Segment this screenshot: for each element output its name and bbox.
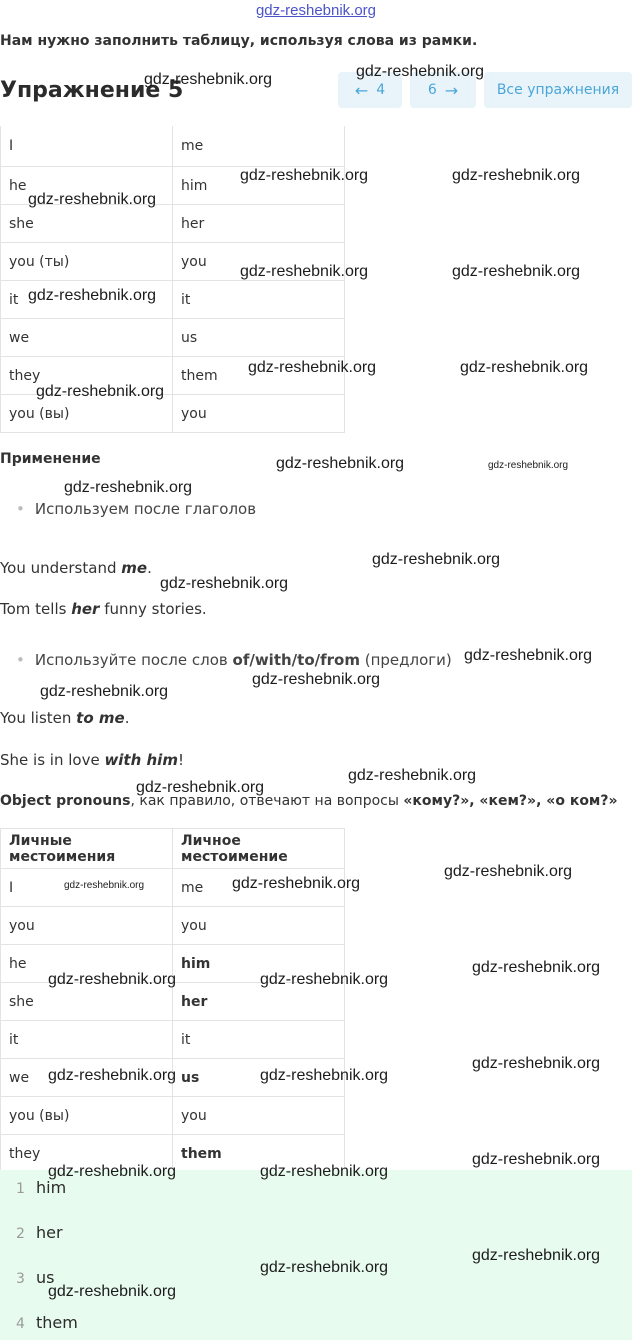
answer-text: her — [36, 1223, 63, 1242]
watermark-text: gdz-reshebnik.org — [252, 671, 381, 688]
table-cell: you — [173, 395, 345, 433]
table-header-row — [1, 829, 345, 869]
watermark-text: gdz-reshebnik.org — [460, 359, 589, 376]
table-cell: I — [1, 126, 173, 167]
table-cell: they — [1, 357, 173, 395]
watermark-text: gdz-reshebnik.org — [64, 880, 145, 891]
watermark-text: gdz-reshebnik.org — [472, 959, 601, 976]
object-pronouns-note — [0, 793, 618, 809]
watermark-text: gdz-reshebnik.org — [160, 575, 289, 592]
table-cell: you — [1, 907, 173, 945]
table-cell: we — [1, 1059, 173, 1097]
table-cell: you (ты) — [1, 243, 173, 281]
example-text: ! — [177, 751, 184, 769]
example-text: She is in love — [0, 751, 105, 769]
example-sentence — [0, 751, 184, 769]
note-text: , как правило, отвечают на вопросы — [130, 793, 404, 809]
watermark-text: gdz-reshebnik.org — [372, 551, 501, 568]
table-cell: you (вы) — [1, 1097, 173, 1135]
watermark-text: gdz-reshebnik.org — [144, 71, 273, 88]
table-header-cell: Личные местоимения — [1, 829, 173, 869]
watermark-text: gdz-reshebnik.org — [260, 1067, 389, 1084]
example-text: You listen — [0, 709, 77, 727]
arrow-right-icon: → — [444, 80, 459, 100]
answer-text: them — [36, 1313, 78, 1332]
answer-text: us — [36, 1268, 55, 1287]
table-cell: me — [173, 126, 345, 167]
bullet-text: Используйте после слов — [34, 651, 233, 669]
table-cell: it — [173, 1021, 345, 1059]
answer-number: 1 — [16, 1181, 25, 1197]
watermark-text: gdz-reshebnik.org — [452, 167, 581, 184]
table-row — [1, 1021, 345, 1059]
table-cell: us — [173, 319, 345, 357]
watermark-text: gdz-reshebnik.org — [240, 167, 369, 184]
watermark-text: gdz-reshebnik.org — [444, 863, 573, 880]
answer-item — [16, 1313, 78, 1332]
table-cell: I — [1, 869, 173, 907]
watermark-text: gdz-reshebnik.org — [356, 63, 485, 80]
table-cell: them — [173, 357, 345, 395]
watermark-text: gdz-reshebnik.org — [472, 1247, 601, 1264]
table-cell: she — [1, 205, 173, 243]
table-cell: they — [1, 1135, 173, 1173]
watermark-text: gdz-reshebnik.org — [240, 263, 369, 280]
watermark-text: gdz-reshebnik.org — [64, 479, 193, 496]
watermark-text: gdz-reshebnik.org — [464, 647, 593, 664]
site-url-link[interactable]: gdz-reshebnik.org — [255, 2, 377, 19]
answer-item — [16, 1223, 63, 1242]
watermark-text: gdz-reshebnik.org — [276, 455, 405, 472]
table-cell: you — [173, 1097, 345, 1135]
example-sentence — [0, 709, 129, 727]
example-text: funny stories. — [99, 600, 207, 618]
table-cell: him — [173, 167, 345, 205]
watermark-text: gdz-reshebnik.org — [48, 1283, 177, 1300]
watermark-text: gdz-reshebnik.org — [348, 767, 477, 784]
table-cell: her — [173, 983, 345, 1021]
bullet-text: (предлоги) — [359, 651, 452, 669]
note-emphasis: «кому?», «кем?», «о ком?» — [403, 793, 618, 809]
table-row — [1, 907, 345, 945]
example-sentence — [0, 559, 152, 577]
watermark-text: gdz-reshebnik.org — [472, 1055, 601, 1072]
all-exercises-label: Все упражнения — [496, 82, 620, 98]
answer-number: 4 — [16, 1316, 25, 1332]
table-cell: she — [1, 983, 173, 1021]
answer-number: 2 — [16, 1226, 25, 1242]
table-row — [1, 126, 345, 167]
watermark-text: gdz-reshebnik.org — [232, 875, 361, 892]
example-sentence — [0, 600, 207, 618]
watermark-text: gdz-reshebnik.org — [488, 460, 569, 471]
usage-heading: Применение — [0, 451, 101, 467]
usage-bullet-verbs: • Используем после глаголов — [16, 500, 256, 518]
table-cell: her — [173, 205, 345, 243]
all-exercises-button[interactable] — [484, 72, 632, 108]
watermark-text: gdz-reshebnik.org — [260, 971, 389, 988]
table-row — [1, 205, 345, 243]
watermark-text: gdz-reshebnik.org — [28, 287, 157, 304]
table-cell: you — [173, 243, 345, 281]
table-cell: he — [1, 167, 173, 205]
table-cell: it — [173, 281, 345, 319]
watermark-text: gdz-reshebnik.org — [248, 359, 377, 376]
table-cell: us — [173, 1059, 345, 1097]
watermark-text: gdz-reshebnik.org — [40, 683, 169, 700]
table-row — [1, 319, 345, 357]
watermark-text: gdz-reshebnik.org — [136, 779, 265, 796]
answer-text: him — [36, 1178, 67, 1197]
table-cell: me — [173, 869, 345, 907]
next-exercise-label: 6 — [427, 82, 437, 98]
table-cell: them — [173, 1135, 345, 1173]
example-text: You understand — [0, 559, 122, 577]
intro-text: Нам нужно заполнить таблицу, используя слова из рамки. — [0, 33, 478, 49]
note-emphasis: Object pronouns — [0, 793, 131, 809]
example-emphasis: to me — [76, 709, 125, 727]
watermark-text: gdz-reshebnik.org — [260, 1163, 389, 1180]
example-text: Tom tells — [0, 600, 72, 618]
watermark-text: gdz-reshebnik.org — [48, 1067, 177, 1084]
example-emphasis: me — [121, 559, 148, 577]
usage-bullet-prepositions — [16, 651, 452, 669]
prev-exercise-label: 4 — [376, 82, 386, 98]
table-cell: we — [1, 319, 173, 357]
answer-number: 3 — [16, 1271, 25, 1287]
example-text: . — [124, 709, 130, 727]
page-title: Упражнение 5 — [0, 78, 184, 103]
example-text: . — [147, 559, 152, 577]
table-cell: you — [173, 907, 345, 945]
watermark-text: gdz-reshebnik.org — [28, 191, 157, 208]
table-cell: it — [1, 281, 173, 319]
watermark-text: gdz-reshebnik.org — [48, 1163, 177, 1180]
watermark-text: gdz-reshebnik.org — [260, 1259, 389, 1276]
watermark-text: gdz-reshebnik.org — [36, 383, 165, 400]
arrow-left-icon: ← — [354, 80, 369, 100]
watermark-text: gdz-reshebnik.org — [472, 1151, 601, 1168]
table-header-cell: Личное местоимение — [173, 829, 345, 869]
table-cell: him — [173, 945, 345, 983]
watermark-text: gdz-reshebnik.org — [452, 263, 581, 280]
table-row — [1, 1097, 345, 1135]
table-cell: it — [1, 1021, 173, 1059]
watermark-text: gdz-reshebnik.org — [48, 971, 177, 988]
example-emphasis: with him — [104, 751, 178, 769]
table-cell: you (вы) — [1, 395, 173, 433]
example-emphasis: her — [71, 600, 100, 618]
bullet-emphasis: of/with/to/from — [232, 651, 360, 669]
table-cell: he — [1, 945, 173, 983]
